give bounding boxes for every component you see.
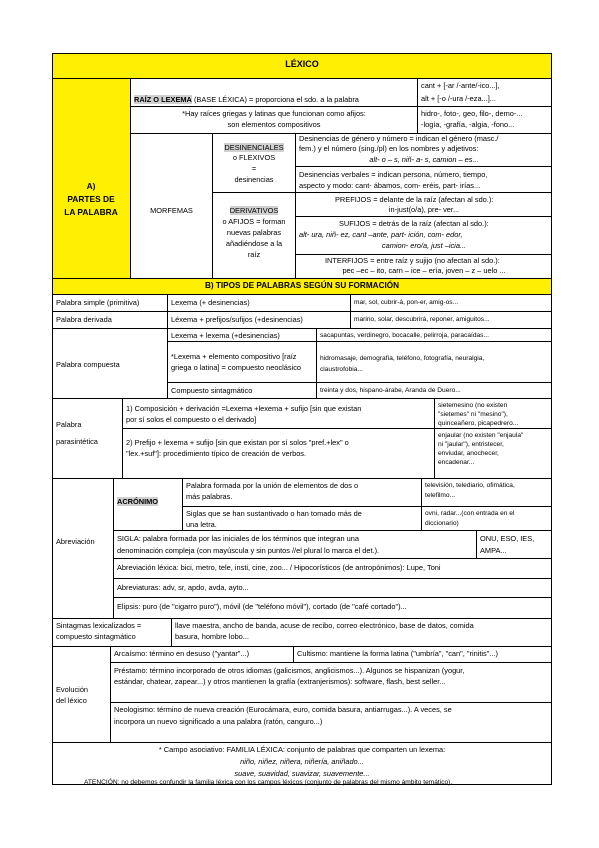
section-a-label-1: A) xyxy=(86,181,96,191)
derivativos-1: DERIVATIVOS xyxy=(229,206,279,215)
parasintetica-1-a: 1) Composición + derivación =Lexema +lexema + sufijo [sin que existan xyxy=(126,404,362,413)
genero-numero-1: Desinencias de género y número = indican el género (masc./ xyxy=(299,134,499,143)
compuesta-lexema-def: Lexema + lexema (+desinencias) xyxy=(171,331,280,340)
familia-example-1: niño, niñez, niñera, niñería, aniñado... xyxy=(240,757,364,766)
desinenciales-4: desinencias xyxy=(234,175,274,184)
raiz-term: RAÍZ O LEXEMA xyxy=(134,95,192,104)
compuesta-neoclasico-example-2: claustrofobia... xyxy=(320,366,363,373)
acronimo-def-1-b: más palabras. xyxy=(186,492,233,501)
parasintetica-2-example-3: enviudar, anochecer, xyxy=(438,450,499,457)
hidro-examples: hidro-, foto-, geo, filo-, demo-... xyxy=(421,109,523,118)
compuesta-neoclasico-def-1: *Lexema + elemento compositivo [raíz xyxy=(171,352,297,361)
sintagmas-examples-2: basura, hombre lobo... xyxy=(175,632,249,641)
raices-note-1: *Hay raíces griegas y latinas que funcionan como afijos: xyxy=(182,109,366,118)
logia-examples: -logía, -grafía, -algia, -fono... xyxy=(421,120,515,129)
raiz-definition xyxy=(134,95,359,104)
desinencias-verbales-2: aspecto y modo: cant- ábamos, com- eréis, part- irías... xyxy=(299,181,481,190)
abreviacion-lexica: Abreviación léxica: bici, metro, tele, insti, cine, zoo... / Hipocorísticos (de antropónimos): Lupe, Toni xyxy=(117,563,441,572)
section-a-label-2: PARTES DE xyxy=(67,194,115,204)
compuesta-lexema-example: sacapuntas, verdinegro, bocacalle, pelirroja, paracaídas... xyxy=(320,332,489,339)
parasintetica-1-example-2: "sietemes" ni "mesino"), xyxy=(438,411,508,418)
section-b-title: B) TIPOS DE PALABRAS SEGÚN SU FORMACIÓN xyxy=(204,281,400,290)
genero-numero-3: alt- o – s, niñ- a- s, camion – es... xyxy=(369,155,479,164)
sintagmas-examples-1: llave maestra, ancho de banda, acuse de recibo, correo electrónico, base de datos, comida xyxy=(175,621,474,630)
genero-numero-2: fem.) y el número (sing./pl) en los nombres y adjetivos: xyxy=(299,144,479,153)
derivativos-2: o AFIJOS = forman xyxy=(222,217,286,226)
sigla-def-1: SIGLA: palabra formada por las iniciales de los términos que integran una xyxy=(117,534,359,543)
raiz-example-1: cant + [-ar /-ante/-ico...], xyxy=(421,81,500,90)
evolucion-label-1: Evolución xyxy=(56,685,89,694)
sufijos-def: SUFIJOS = detrás de la raíz (afectan al sdo.): xyxy=(339,219,489,228)
page-title: LÉXICO xyxy=(285,59,319,69)
palabra-simple-example: mar, sol, cubrir-á, pon-er, amig-os... xyxy=(354,299,459,306)
raices-note-2: son elementos compositivos xyxy=(227,120,321,129)
parasintetica-1-b: por sí solos el compuesto o el derivado] xyxy=(126,415,257,424)
sufijos-example-1: alt- ura, niñ- ez, cant –ante, part- ición, com- edor, xyxy=(299,230,463,239)
acronimo-example-1-b: telefilmo... xyxy=(425,492,456,499)
cultismo: Cultismo: mantiene la forma latina ("umbría", "can", "rinitis"...) xyxy=(297,649,498,658)
abreviaturas: Abreviaturas: adv, sr, apdo, avda, ayto... xyxy=(117,583,249,592)
prestamo-2: estándar, chatear, zapear...) y otros mantienen la grafía (extranjerismos): software, flash, best seller... xyxy=(114,677,446,686)
parasintetica-1-example-1: sietemesino (no existen xyxy=(438,402,508,409)
raiz-example-2: alt + [-o /-ura /-eza...]... xyxy=(421,94,496,103)
parasintetica-label-1: Palabra xyxy=(56,420,82,429)
prestamo-1: Préstamo: término incorporado de otros idiomas (galicismos, anglicismos...). Algunos se hispanizan (yogur, xyxy=(114,666,465,675)
morfemas-label: MORFEMAS xyxy=(150,206,193,215)
compuesto-sintagmatico-example: treinta y dos, hispano-árabe, Aranda de Duero... xyxy=(320,387,461,394)
sigla-example-1: ONU, ESO, IES, xyxy=(480,534,535,543)
prefijos-def: PREFIJOS = delante de la raíz (afectan al sdo.): xyxy=(335,195,494,204)
acronimo-label: ACRÓNIMO xyxy=(117,497,159,506)
compuesto-sintagmatico-def: Compuesto sintagmático xyxy=(171,386,253,395)
interfijos-example: pec –ec – ito, carn – ice – ería, joven – z – uelo ... xyxy=(342,266,506,275)
acronimo-def-2-a: Siglas que se han sustantivado o han tomado más de xyxy=(186,509,362,518)
sigla-example-2: AMPA... xyxy=(480,546,507,555)
neologismo-2: incorpora un nuevo significado a una palabra (ratón, canguro...) xyxy=(114,717,323,726)
parasintetica-2-example-2: ni "jaular"), entristecer, xyxy=(438,441,504,448)
sigla-def-2: denominación compleja (con mayúscula y sin puntos //el plural lo marca el det.). xyxy=(117,546,380,555)
parasintetica-label-2: parasintética xyxy=(56,437,98,446)
section-a-label-3: LA PALABRA xyxy=(64,207,118,217)
parasintetica-1-example-3: quinceañero, picapedrero... xyxy=(438,420,519,427)
compuesta-neoclasico-example-1: hidromasaje, demografía, teléfono, fotografía, neuralgia, xyxy=(320,355,485,362)
sufijos-example-2: camion- ero/a, just –icia... xyxy=(381,241,467,250)
parasintetica-2-b: "lex.+suf"]: procedimiento típico de creación de verbos. xyxy=(126,449,307,458)
palabra-simple-def: Lexema (+ desinencias) xyxy=(171,298,250,307)
sintagmas-label-1: Sintagmas lexicalizados = xyxy=(56,621,142,630)
campo-asociativo: * Campo asociativo: FAMILIA LÉXICA: conjunto de palabras que comparten un lexema: xyxy=(158,745,446,754)
neologismo-1: Neologismo: término de nueva creación (Eurocámara, euro, comida basura, antiarrugas...). A veces, se xyxy=(114,705,452,714)
derivativos-5: raíz xyxy=(247,250,261,259)
sintagmas-label-2: compuesto sintagmático xyxy=(56,632,136,641)
compuesta-neoclasico-def-2: griega o latina] = compuesto neoclásico xyxy=(171,363,302,372)
raiz-rest: (BASE LÉXICA) = proporciona el sdo. a la palabra xyxy=(191,95,359,104)
acronimo-example-2-a: ovni, radar...(con entrada en el xyxy=(425,510,515,517)
acronimo-def-1-a: Palabra formada por la unión de elementos de dos o xyxy=(186,481,359,490)
desinenciales-2: o FLEXIVOS xyxy=(232,153,276,162)
prefijos-example: in-just(o/a), pre- ver... xyxy=(388,205,460,214)
interfijos-def: INTERFIJOS = entre raíz y sujijo (no afectan al sdo.): xyxy=(325,256,500,265)
palabra-compuesta-label: Palabra compuesta xyxy=(56,360,120,369)
familia-example-2: suave, suavidad, suavizar, suavemente... xyxy=(234,769,370,778)
desinenciales-1: DESINENCIALES xyxy=(224,143,284,152)
desinenciales-3: = xyxy=(251,164,257,173)
desinencias-verbales-1: Desinencias verbales = indican persona, número, tiempo, xyxy=(299,170,488,179)
palabra-derivada-def: Léxema + prefijos/sufijos (+desinencias) xyxy=(171,315,303,324)
derivativos-4: añadiéndose a la xyxy=(225,239,283,248)
parasintetica-2-example-1: enjaular (no existen "enjaula" xyxy=(438,432,524,439)
acronimo-example-2-b: diccionario) xyxy=(425,520,459,527)
abreviacion-label: Abreviación xyxy=(56,537,95,546)
palabra-simple-label: Palabra simple (primitiva) xyxy=(56,298,140,307)
evolucion-label-2: del léxico xyxy=(56,696,87,705)
derivativos-3: nuevas palabras xyxy=(226,228,282,237)
palabra-derivada-label: Palabra derivada xyxy=(56,315,112,324)
atencion-note: ATENCIÓN: no debemos confundir la familia léxica con los campos léxicos (conjunto de palabras del mismo ámbito temático). xyxy=(84,779,453,786)
palabra-derivada-example: marino, solar, descubrirá, reponer, amiguitos... xyxy=(354,316,490,323)
parasintetica-2-example-4: encadenar... xyxy=(438,459,475,466)
elipsis: Elipsis: puro (de "cigarro puro"), móvil (de "teléfono móvil"), cortado (de "café cortado")... xyxy=(117,602,407,611)
acronimo-def-2-b: una letra. xyxy=(186,520,217,529)
arcaismo: Arcaísmo: término en desuso ("yantar"...) xyxy=(114,649,250,658)
acronimo-example-1-a: televisión, telediario, ofimática, xyxy=(425,482,515,489)
parasintetica-2-a: 2) Prefijo + lexema + sufijo [sin que existan por sí solos "pref.+lex" o xyxy=(126,438,349,447)
